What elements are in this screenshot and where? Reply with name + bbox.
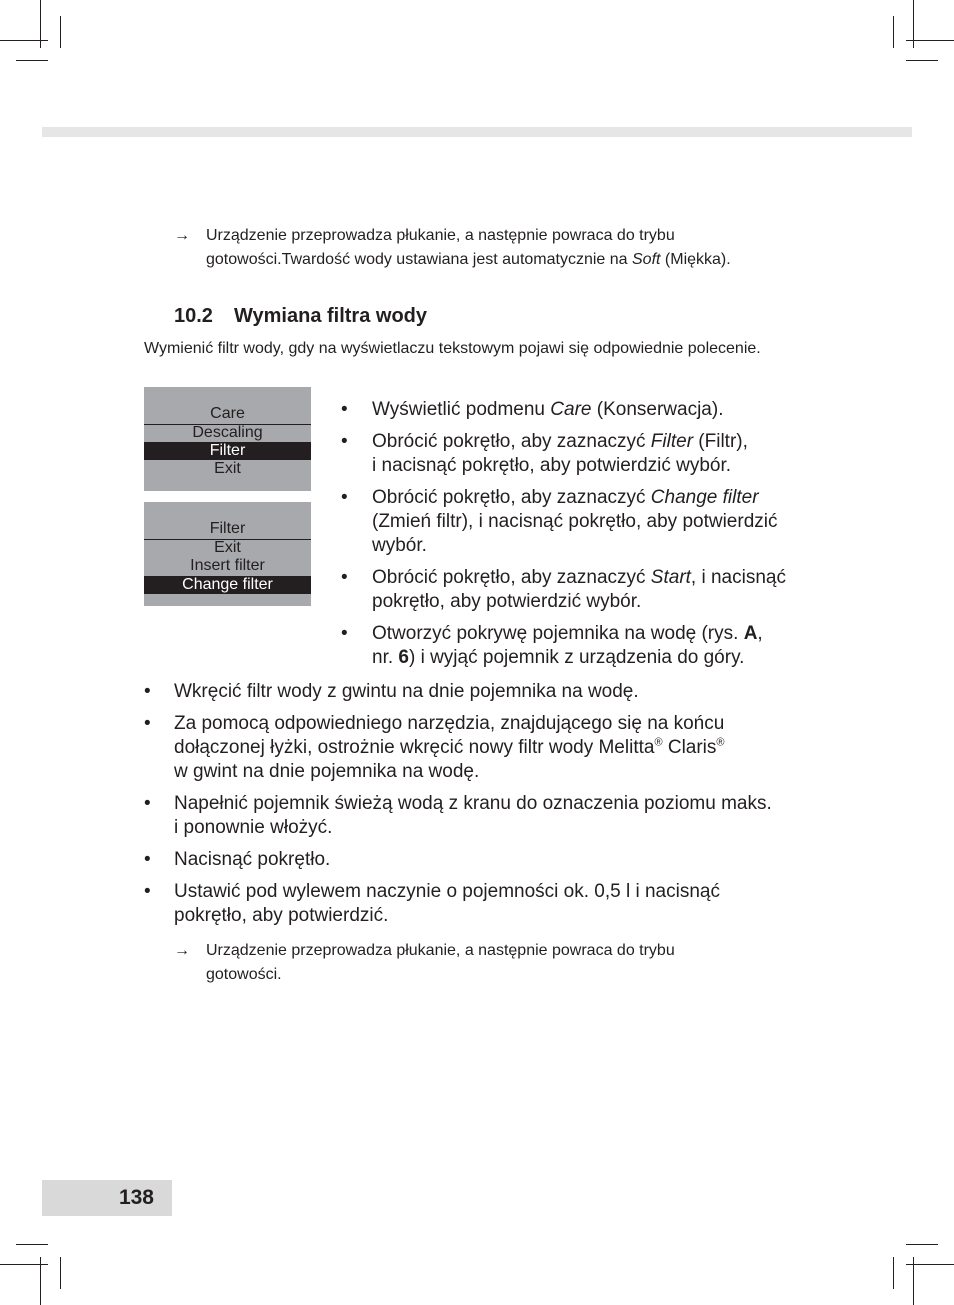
intro-text: Wymienić filtr wody, gdy na wyświetlaczu tekstowym pojawi się odpowiednie polecenie. [144,340,761,357]
note-line: gotowości. [206,966,282,983]
menu-item-selected: Change filter [144,576,311,594]
bullet-icon: • [144,681,151,702]
crop-mark [0,1264,48,1265]
crop-mark [893,16,894,48]
crop-mark [906,60,938,61]
step-item: • Wyświetlić podmenu Care (Konserwacja). [341,399,724,420]
arrow-icon: → [174,227,190,244]
menu-item: Care [210,405,245,422]
step-item: • Napełnić pojemnik świeżą wodą z kranu do oznaczenia poziomu maks. i ponownie włożyć. [144,793,772,838]
bullet-icon: • [144,713,151,734]
step-item: • Ustawić pod wylewem naczynie o pojemności ok. 0,5 l i nacisnąć pokrętło, aby potwierdzić. [144,881,720,926]
crop-mark [906,1244,938,1245]
note-line: Urządzenie przeprowadza płukanie, a następnie powraca do trybu [206,227,675,244]
note-line: gotowości.Twardość wody ustawiana jest automatycznie na Soft (Miękka). [206,251,731,268]
bullet-icon: • [341,487,348,508]
crop-mark [16,1244,48,1245]
step-item: • Wkręcić filtr wody z gwintu na dnie pojemnika na wodę. [144,681,639,702]
step-item: • Obrócić pokrętło, aby zaznaczyć Change filter (Zmień filtr), i nacisnąć pokrętło, aby potwierdzić wybór. [341,487,778,556]
bullet-icon: • [144,849,151,870]
step-item: • Nacisnąć pokrętło. [144,849,331,870]
section-heading [174,305,427,328]
crop-mark [906,40,954,41]
bullet-icon: • [341,431,348,452]
page-number-box [42,1180,172,1216]
steps-right [341,398,821,678]
note-line: Urządzenie przeprowadza płukanie, a następnie powraca do trybu [206,942,675,959]
step-item: • Obrócić pokrętło, aby zaznaczyć Filter (Filtr), i nacisnąć pokrętło, aby potwierdzić wybór. [341,431,748,476]
step-item: • Otworzyć pokrywę pojemnika na wodę (rys. A, nr. 6) i wyjąć pojemnik z urządzenia do góry. [341,623,763,668]
menu-item: Exit [214,539,241,556]
arrow-icon: → [174,942,190,959]
bullet-icon: • [341,567,348,588]
section-title: Wymiana filtra wody [234,305,428,327]
bullet-icon: • [144,793,151,814]
registered-mark: ® [654,736,663,749]
crop-mark [16,60,48,61]
bullet-icon: • [341,623,348,644]
step-item: • Obrócić pokrętło, aby zaznaczyć Start, i nacisnąć pokrętło, aby potwierdzić wybór. [341,567,786,612]
steps-left [144,680,824,936]
section-number: 10.2 [174,305,213,327]
page-number: 138 [118,1186,154,1209]
menu-item: Exit [214,460,241,477]
crop-mark [60,16,61,48]
bullet-icon: • [144,881,151,902]
header-band [42,127,912,137]
crop-mark [906,1264,954,1265]
display-filter-menu [144,502,311,606]
menu-item-selected: Filter [144,442,311,460]
display-care-menu [144,387,311,491]
crop-mark [893,1257,894,1289]
crop-mark [0,40,48,41]
registered-mark: ® [716,736,725,749]
menu-item: Descaling [192,424,263,441]
menu-item: Filter [209,520,246,537]
crop-mark [60,1257,61,1289]
menu-item: Insert filter [190,557,265,574]
bullet-icon: • [341,399,348,420]
step-item: • Za pomocą odpowiedniego narzędzia, znajdującego się na końcu dołączonej łyżki, ostrożnie wkręcić nowy filtr wody Melitta® Claris® w gwint na dnie pojemnika na wodę. [144,713,725,782]
